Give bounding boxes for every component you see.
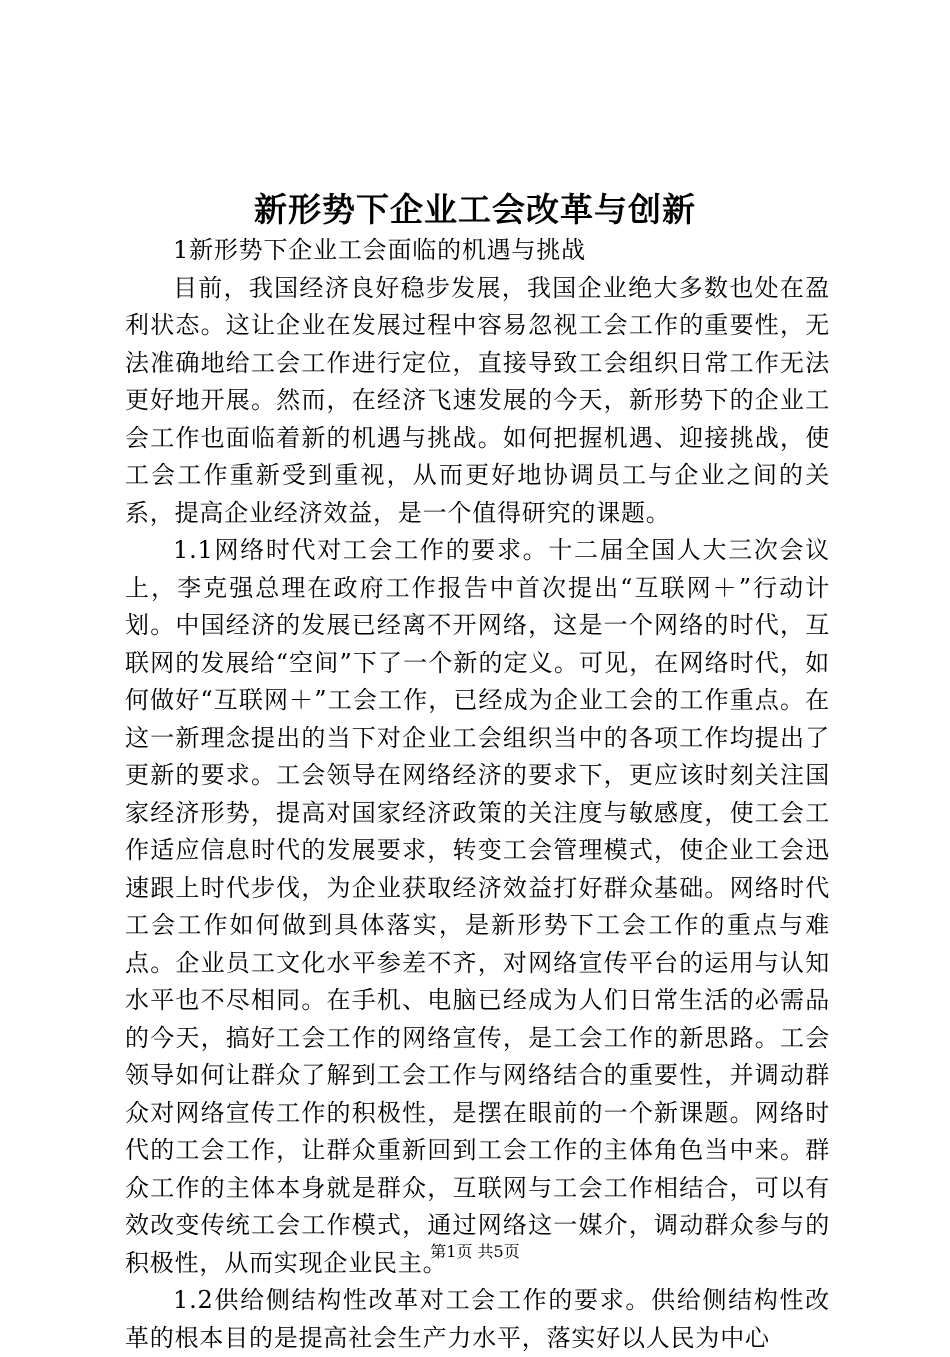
paragraph-1-1: 1.1网络时代对工会工作的要求。十二届全国人大三次会议上，李克强总理在政府工作报告中首次提出“互联网＋”行动计划。中国经济的发展已经离不开网络，这是一个网络的时代，互联网的发展给“空间”下了一个新的定义。可见，在网络时代，如何做好“互联网＋”工会工作，已经成为企业工会的工作重点。在这一新理念提出的当下对企业工会组织当中的各项工作均提出了更新的要求。工会领导在网络经济的要求下，更应该时刻关注国家经济形势，提高对国家经济政策的关注度与敏感度，使工会工作适应信息时代的发展要求，转变工会管理模式，使企业工会迅速跟上时代步伐，为企业获取经济效益打好群众基础。网络时代工会工作如何做到具体落实，是新形势下工会工作的重点与难点。企业员工文化水平参差不齐，对网络宣传平台的运用与认知水平也不尽相同。在手机、电脑已经成为人们日常生活的必需品的今天，搞好工会工作的网络宣传，是工会工作的新思路。工会领导如何让群众了解到工会工作与网络结合的重要性，并调动群众对网络宣传工作的积极性，是摆在眼前的一个新课题。网络时代的工会工作，让群众重新回到工会工作的主体角色当中来。群众工作的主体本身就是群众，互联网与工会工作相结合，可以有效改变传统工会工作模式，通过网络这一媒介，调动群众参与的积极性，从而实现企业民主。	[125, 536, 830, 1277]
page-footer: 第1页 共5页	[430, 1242, 520, 1261]
document-title: 新形势下企业工会改革与创新	[254, 190, 696, 229]
document-body	[125, 232, 830, 1357]
paragraph-1-2: 1.2供给侧结构性改革对工会工作的要求。供给侧结构性改革的根本目的是提高社会生产力水平，落实好以人民为中心	[125, 1286, 830, 1352]
section-heading-1: 1新形势下企业工会面临的机遇与挑战	[173, 236, 586, 264]
paragraph-intro: 目前，我国经济良好稳步发展，我国企业绝大多数也处在盈利状态。这让企业在发展过程中容易忽视工会工作的重要性，无法准确地给工会工作进行定位，直接导致工会组织日常工作无法更好地开展。然而，在经济飞速发展的今天，新形势下的企业工会工作也面临着新的机遇与挑战。如何把握机遇、迎接挑战，使工会工作重新受到重视，从而更好地协调员工与企业之间的关系，提高企业经济效益，是一个值得研究的课题。	[125, 273, 830, 527]
